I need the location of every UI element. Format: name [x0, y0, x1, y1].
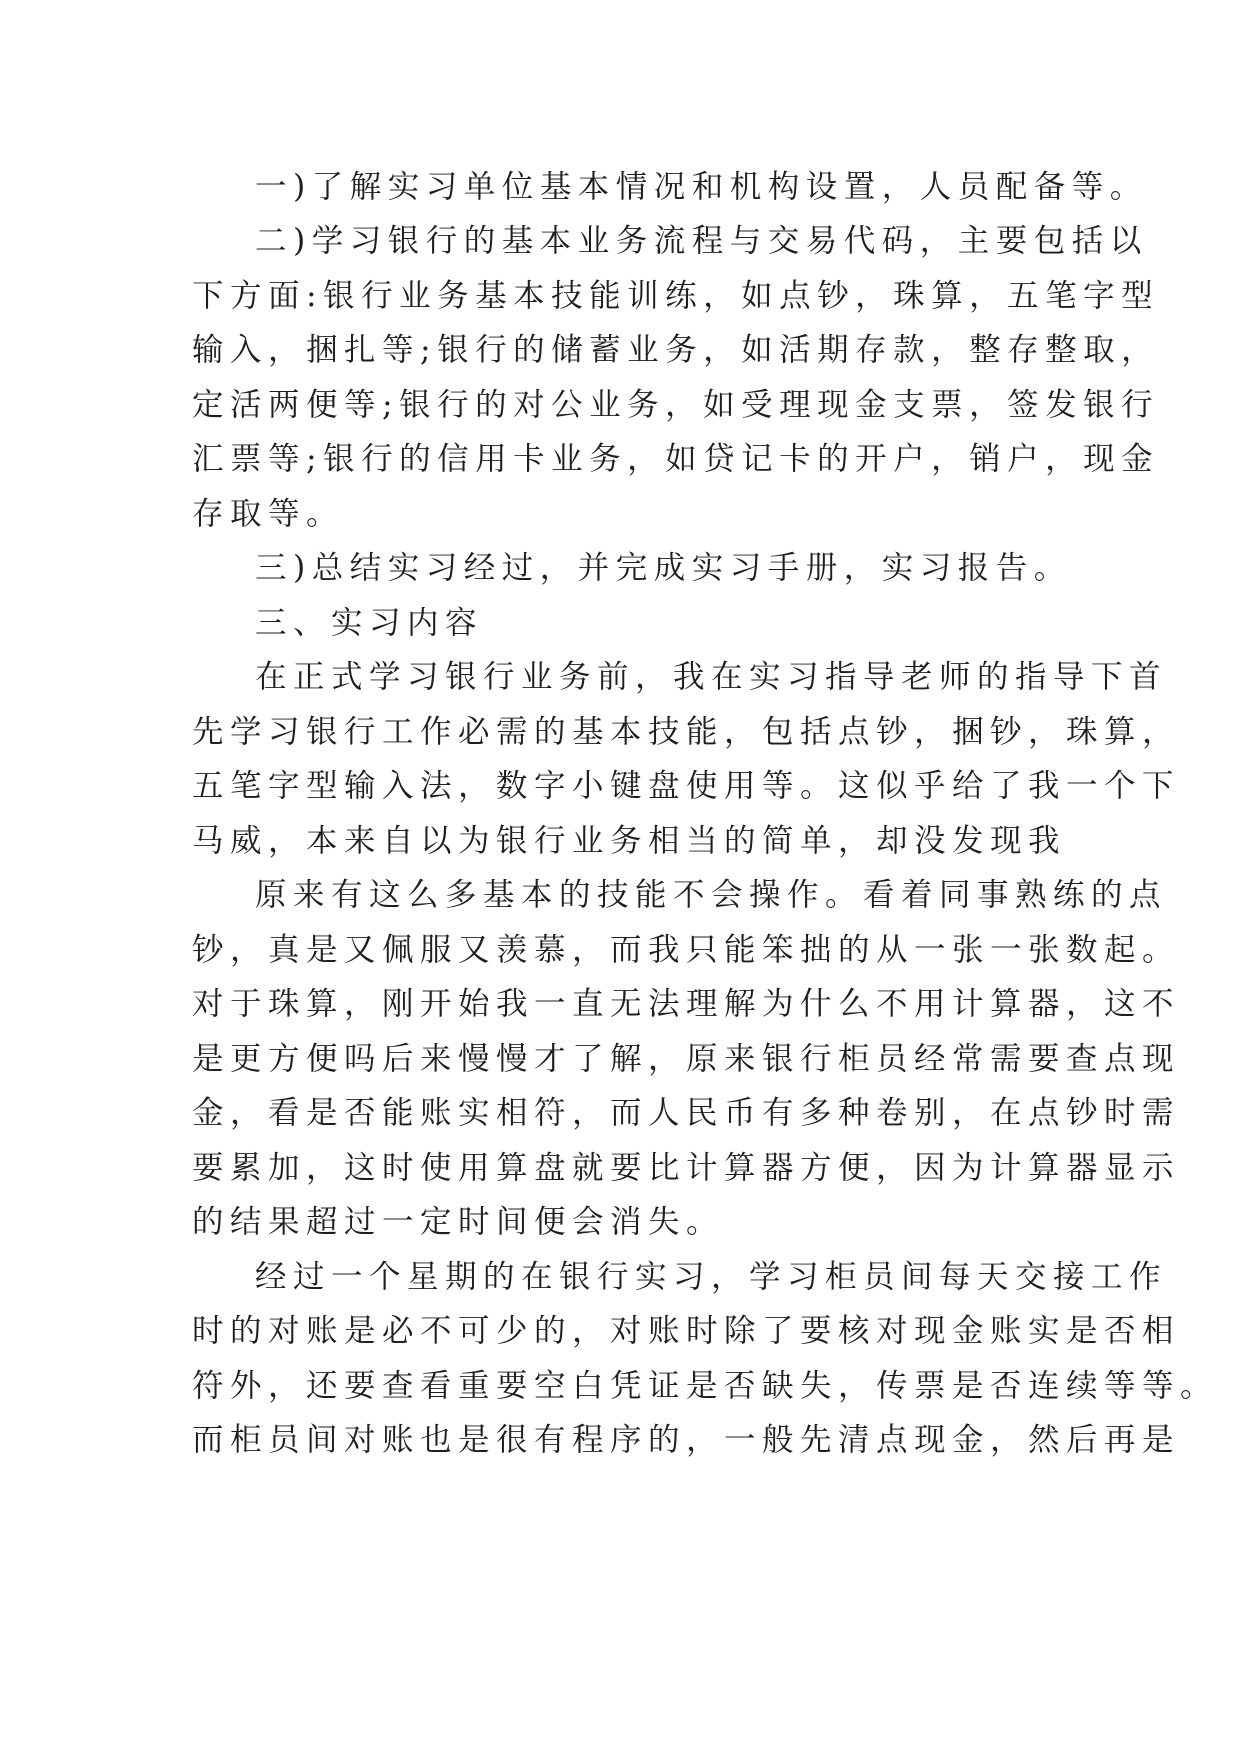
text-line: 二)学习银行的基本业务流程与交易代码，主要包括以: [255, 223, 1148, 259]
text-line: 输入，捆扎等;银行的储蓄业务，如活期存款，整存整取，: [192, 332, 1160, 368]
text-line: 时的对账是必不可少的，对账时除了要核对现金账实是否相: [192, 1313, 1181, 1349]
section-heading: 三、实习内容: [255, 605, 484, 641]
text-line: 五笔字型输入法，数字小键盘使用等。这似乎给了我一个下: [192, 768, 1181, 804]
text-line: 定活两便等;银行的对公业务，如受理现金支票，签发银行: [192, 387, 1160, 423]
text-line: 下方面:银行业务基本技能训练，如点钞，珠算，五笔字型: [192, 278, 1160, 314]
text-line: 马威，本来自以为银行业务相当的简单，却没发现我: [192, 823, 1067, 859]
text-line: 金，看是否能账实相符，而人民币有多种卷别，在点钞时需: [192, 1095, 1181, 1131]
text-line: 符外，还要查看重要空白凭证是否缺失，传票是否连续等等。: [192, 1368, 1219, 1404]
text-line: 经过一个星期的在银行实习，学习柜员间每天交接工作: [255, 1259, 1168, 1295]
text-line: 而柜员间对账也是很有程序的，一般先清点现金，然后再是: [192, 1422, 1181, 1458]
text-line: 先学习银行工作必需的基本技能，包括点钞，捆钞，珠算，: [192, 714, 1181, 750]
text-line: 存取等。: [192, 496, 345, 532]
text-line: 是更方便吗后来慢慢才了解，原来银行柜员经常需要查点现: [192, 1041, 1181, 1077]
text-line: 的结果超过一定时间便会消失。: [192, 1204, 725, 1240]
text-line: 对于珠算，刚开始我一直无法理解为什么不用计算器，这不: [192, 986, 1181, 1022]
text-line: 一)了解实习单位基本情况和机构设置，人员配备等。: [255, 169, 1148, 205]
text-line: 在正式学习银行业务前，我在实习指导老师的指导下首: [255, 659, 1168, 695]
text-line: 汇票等;银行的信用卡业务，如贷记卡的开户，销户，现金: [192, 441, 1160, 477]
text-line: 原来有这么多基本的技能不会操作。看着同事熟练的点: [255, 877, 1168, 913]
text-line: 三)总结实习经过，并完成实习手册，实习报告。: [255, 550, 1072, 586]
text-line: 钞，真是又佩服又羡慕，而我只能笨拙的从一张一张数起。: [192, 932, 1181, 968]
text-line: 要累加，这时使用算盘就要比计算器方便，因为计算器显示: [192, 1150, 1181, 1186]
